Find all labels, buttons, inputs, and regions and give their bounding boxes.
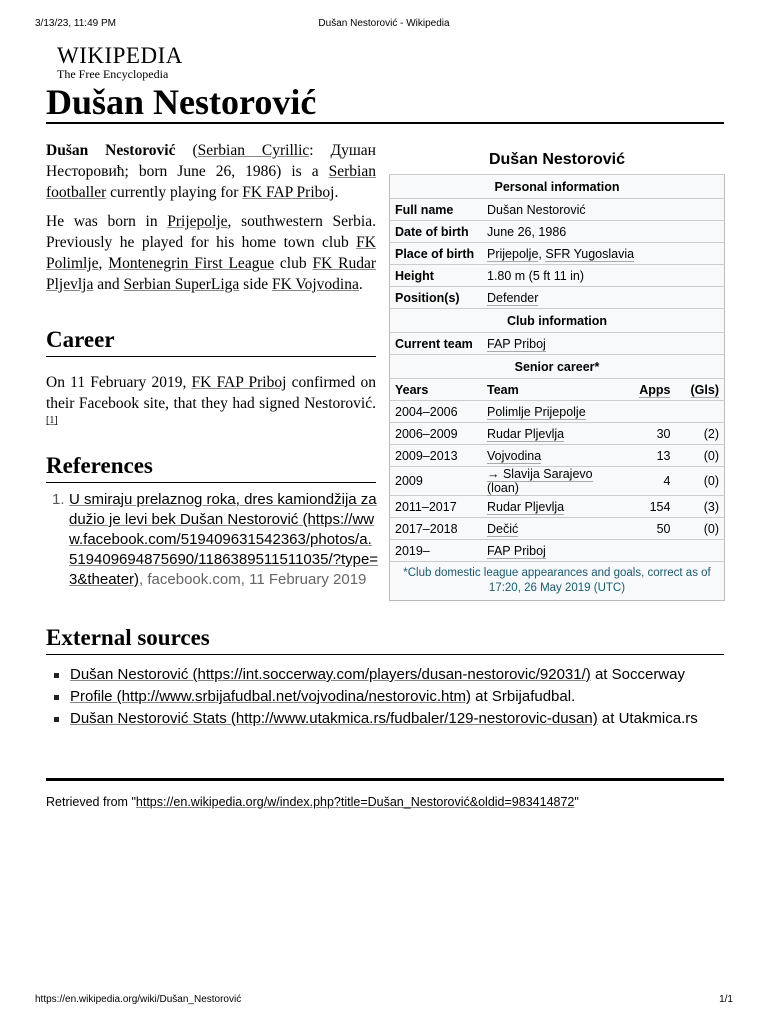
bullet-icon xyxy=(54,673,59,678)
career-heading: Career xyxy=(46,327,115,352)
career-years: 2004–2006 xyxy=(390,401,483,423)
career-team-link[interactable]: Vojvodina xyxy=(487,448,542,463)
reference-item xyxy=(69,490,380,590)
list-item: Dušan Nestorović (https://int.soccerway.com/players/dusan-nestorovic/92031/) at Soccerway xyxy=(52,664,732,686)
career-gls: (0) xyxy=(675,518,724,540)
pob-value: Prijepolje, SFR Yugoslavia xyxy=(482,243,725,265)
full-name-label: Full name xyxy=(390,199,483,221)
career-years: 2006–2009 xyxy=(390,423,483,445)
soccerway-link[interactable]: Dušan Nestorović (https://int.soccerway.com/players/dusan-nestorovic/92031/) xyxy=(70,666,591,683)
external-divider xyxy=(46,654,724,655)
career-years: 2009 xyxy=(390,467,483,496)
serbian-superliga-link[interactable]: Serbian SuperLiga xyxy=(123,276,240,293)
career-fap-priboj-link[interactable]: FK FAP Priboj xyxy=(191,374,287,391)
club-info-heading: Club information xyxy=(390,309,725,333)
reference-number: 1. xyxy=(52,491,65,508)
pob-country-link[interactable]: SFR Yugoslavia xyxy=(545,246,635,261)
career-row xyxy=(390,423,725,445)
career-gls xyxy=(675,540,724,562)
wikipedia-tagline: The Free Encyclopedia xyxy=(57,67,169,81)
infobox xyxy=(389,142,725,601)
col-gls[interactable]: (Gls) xyxy=(690,382,719,397)
career-header-row xyxy=(390,379,725,401)
career-years: 2019– xyxy=(390,540,483,562)
references-list xyxy=(50,490,380,590)
pob-label: Place of birth xyxy=(390,243,483,265)
career-years: 2017–2018 xyxy=(390,518,483,540)
pob-city-link[interactable]: Prijepolje xyxy=(487,246,539,261)
career-team-link[interactable]: Rudar Pljevlja xyxy=(487,499,565,514)
wikipedia-logo[interactable] xyxy=(57,44,183,81)
career-divider xyxy=(46,356,376,357)
bio-paragraph: He was born in Prijepolje, southwestern Serbia. Previously he played for his home town club FK Polimlje, Montenegrin First League club FK Rudar Pljevlja and Serbian SuperLiga side FK Vojvodina. xyxy=(46,213,377,293)
references-heading: References xyxy=(46,453,153,478)
print-header xyxy=(35,18,733,32)
career-gls: (2) xyxy=(675,423,724,445)
col-team: Team xyxy=(482,379,624,401)
list-item: Profile (http://www.srbijafudbal.net/vojvodina/nestorovic.htm) at Srbijafudbal. xyxy=(52,686,732,708)
table-row xyxy=(390,243,725,265)
print-url: https://en.wikipedia.org/wiki/Dušan_Nestorović xyxy=(35,994,242,1005)
infobox-caption: Dušan Nestorović xyxy=(488,151,626,168)
fk-polimlje-link[interactable]: FK Polimlje xyxy=(46,234,376,272)
career-years: 2009–2013 xyxy=(390,445,483,467)
reference-source: , facebook.com, 11 February 2019 xyxy=(139,571,367,588)
career-row xyxy=(390,401,725,423)
prijepolje-link[interactable]: Prijepolje xyxy=(167,213,228,230)
retrieved-from: Retrieved from "https://en.wikipedia.org/w/index.php?title=Dušan_Nestorović&oldid=983414872" xyxy=(46,795,579,809)
career-row xyxy=(390,496,725,518)
citation-1-link[interactable]: [1] xyxy=(46,414,58,426)
career-apps: 13 xyxy=(624,445,676,467)
table-row xyxy=(390,199,725,221)
bullet-icon xyxy=(54,717,59,722)
career-team-link[interactable]: FAP Priboj xyxy=(487,543,546,558)
career-apps: 30 xyxy=(624,423,676,445)
career-team-link[interactable]: Dečić xyxy=(487,521,519,536)
position-label: Position(s) xyxy=(390,287,483,309)
career-team-link[interactable]: Polimlje Prijepolje xyxy=(487,404,586,419)
external-sources-heading: External sources xyxy=(46,625,210,650)
title-divider xyxy=(46,122,724,124)
career-row xyxy=(390,445,725,467)
career-row xyxy=(390,518,725,540)
list-item: Dušan Nestorović Stats (http://www.utakmica.rs/fudbaler/129-nestorovic-dusan) at Utakmica.rs xyxy=(52,708,732,730)
current-team-label: Current team xyxy=(390,333,483,355)
height-label: Height xyxy=(390,265,483,287)
infobox-table xyxy=(389,174,725,601)
intro-paragraph: Dušan Nestorović (Serbian Cyrillic: Душан Несторовић; born June 26, 1986) is a Serbian footballer currently playing for FK FAP Priboj. xyxy=(46,142,376,201)
print-title: Dušan Nestorović - Wikipedia xyxy=(318,18,450,29)
reference-link[interactable]: U smiraju prelaznog roka, dres kamiondžija zadužio je levi bek Dušan Nestorović (https://www.facebook.com/519409631542363/photos/a.519409694875690/1186389511511035/?type=3&theater) xyxy=(69,491,379,588)
table-row xyxy=(390,221,725,243)
print-footer xyxy=(35,994,733,1008)
wikipedia-wordmark: WIKIPEDIA xyxy=(57,43,183,68)
references-divider xyxy=(46,482,376,483)
current-team-link[interactable]: FAP Priboj xyxy=(487,336,546,351)
dob-label: Date of birth xyxy=(390,221,483,243)
print-page-number: 1/1 xyxy=(719,994,733,1005)
col-apps[interactable]: Apps xyxy=(639,382,671,397)
footer-divider xyxy=(46,778,724,781)
permanent-link[interactable]: https://en.wikipedia.org/w/index.php?title=Dušan_Nestorović&oldid=983414872 xyxy=(135,795,575,809)
serbian-cyrillic-link[interactable]: Serbian Cyrillic xyxy=(197,142,310,159)
utakmica-link[interactable]: Dušan Nestorović Stats (http://www.utakmica.rs/fudbaler/129-nestorovic-dusan) xyxy=(70,710,598,727)
career-apps: 50 xyxy=(624,518,676,540)
subject-name: Dušan Nestorović xyxy=(46,142,176,159)
career-team-link[interactable]: Rudar Pljevlja xyxy=(487,426,565,441)
career-gls: (0) xyxy=(675,467,724,496)
full-name-value: Dušan Nestorović xyxy=(482,199,725,221)
fk-rudar-pljevlja-link[interactable]: FK Rudar Pljevlja xyxy=(46,255,377,293)
career-gls: (3) xyxy=(675,496,724,518)
table-row xyxy=(390,265,725,287)
career-team-link[interactable]: → Slavija Sarajevo (loan) xyxy=(487,467,593,495)
srbijafudbal-link[interactable]: Profile (http://www.srbijafudbal.net/vojvodina/nestorovic.htm) xyxy=(70,688,472,705)
career-apps xyxy=(624,540,676,562)
career-row xyxy=(390,540,725,562)
personal-info-heading: Personal information xyxy=(390,175,725,199)
career-apps: 154 xyxy=(624,496,676,518)
serbian-footballer-link[interactable]: Serbian footballer xyxy=(46,163,376,201)
career-gls xyxy=(675,401,724,423)
height-value: 1.80 m (5 ft 11 in) xyxy=(482,265,725,287)
career-apps: 4 xyxy=(624,467,676,496)
montenegrin-first-league-link[interactable]: Montenegrin First League xyxy=(108,255,275,272)
career-footnote: *Club domestic league appearances and goals, correct as of 17:20, 26 May 2019 (UTC) xyxy=(390,562,725,601)
career-row xyxy=(390,467,725,496)
table-row xyxy=(390,287,725,309)
table-row xyxy=(390,333,725,355)
career-paragraph: On 11 February 2019, FK FAP Priboj confirmed on their Facebook site, that they had signed Nestorović.[1] xyxy=(46,374,377,426)
career-apps xyxy=(624,401,676,423)
career-gls: (0) xyxy=(675,445,724,467)
print-date: 3/13/23, 11:49 PM xyxy=(35,18,116,29)
external-links-list xyxy=(52,664,732,730)
page-title: Dušan Nestorović xyxy=(46,82,317,122)
fk-vojvodina-link[interactable]: FK Vojvodina xyxy=(272,276,359,293)
bullet-icon xyxy=(54,695,59,700)
col-years: Years xyxy=(390,379,483,401)
dob-value: June 26, 1986 xyxy=(482,221,725,243)
career-years: 2011–2017 xyxy=(390,496,483,518)
fap-priboj-link[interactable]: FK FAP Priboj xyxy=(242,184,335,201)
senior-career-heading: Senior career* xyxy=(390,355,725,379)
position-link[interactable]: Defender xyxy=(487,290,539,305)
